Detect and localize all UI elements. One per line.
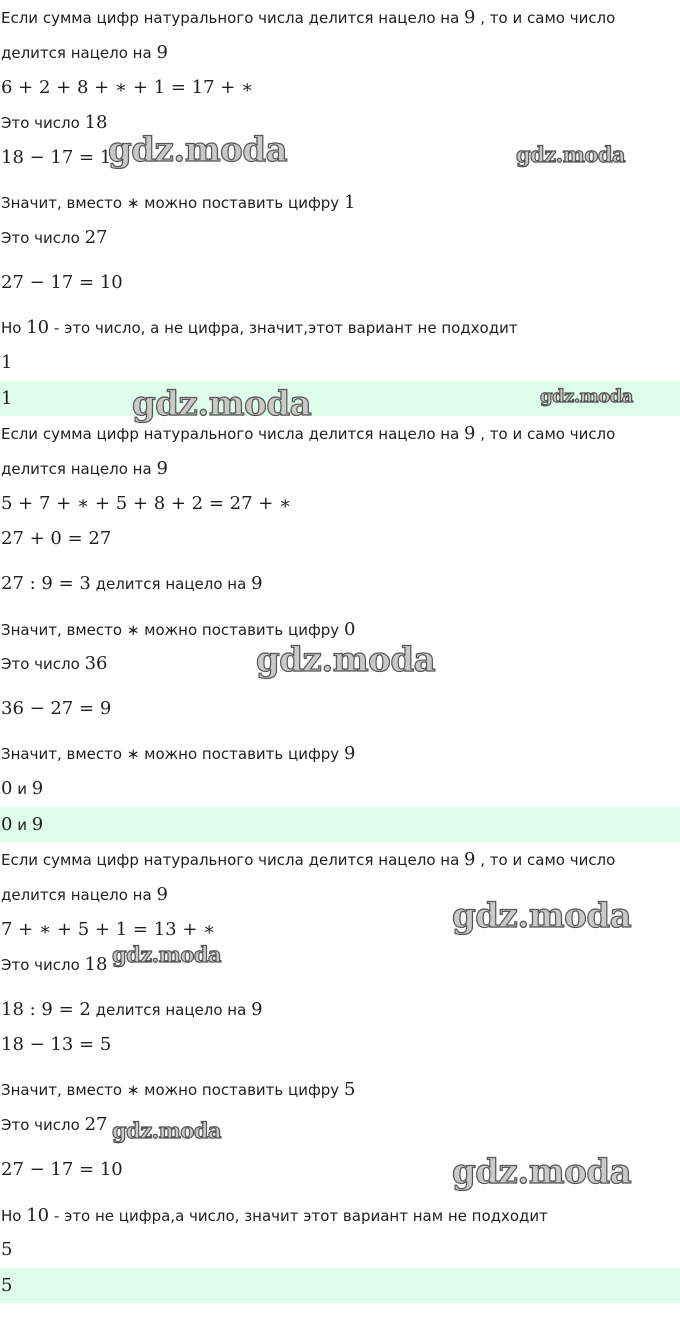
divisibility-check: 27 : 9 = 3 делится нацело на 9 [1, 573, 263, 594]
result: 1 [1, 352, 13, 373]
digit-sum-equation: 7 + ∗ + 5 + 1 = 13 + ∗ [1, 919, 216, 940]
conclusion: Значит, вместо ∗ можно поставить цифру 5 [1, 1079, 356, 1100]
digit-sum-equation: 6 + 2 + 8 + ∗ + 1 = 17 + ∗ [1, 77, 254, 98]
watermark-logo: gdz.moda [516, 142, 626, 167]
watermark-logo: gdz.moda [132, 384, 312, 424]
result: 5 [1, 1239, 13, 1260]
case-label: Это число 27 [1, 1114, 108, 1135]
watermark-logo: gdz.moda [256, 640, 436, 680]
rule-line: Если сумма цифр натурального числа делится нацело на 9 , то и само число [1, 423, 616, 444]
rule-line-continued: делится нацело на 9 [1, 884, 168, 905]
conclusion: Значит, вместо ∗ можно поставить цифру 0 [1, 619, 356, 640]
rule-line: Если сумма цифр натурального числа делится нацело на 9 , то и само число [1, 849, 616, 870]
answer-box: 1 [0, 381, 680, 416]
case-label: Это число 27 [1, 227, 108, 248]
rule-line: Если сумма цифр натурального числа делится нацело на 9 , то и само число [1, 7, 616, 28]
case-equation: 27 − 17 = 10 [1, 272, 123, 293]
digit-sum-equation: 5 + 7 + ∗ + 5 + 8 + 2 = 27 + ∗ [1, 493, 292, 514]
rejection-note: Но 10 - это не цифра,а число, значит этот вариант нам не подходит [1, 1205, 548, 1226]
case-equation: 36 − 27 = 9 [1, 698, 112, 719]
result: 0 и 9 [1, 778, 44, 799]
case-label: Это число 36 [1, 653, 108, 674]
rejection-note: Но 10 - это число, а не цифра, значит,этот вариант не подходит [1, 317, 518, 338]
case-label: Это число 18 [1, 112, 108, 133]
case-equation: 18 − 17 = 1 [1, 147, 112, 168]
watermark-logo: gdz.moda [112, 942, 222, 967]
divisibility-check: 18 : 9 = 2 делится нацело на 9 [1, 999, 263, 1020]
watermark-logo: gdz.moda [452, 896, 632, 936]
rule-line-continued: делится нацело на 9 [1, 458, 168, 479]
case-equation: 27 + 0 = 27 [1, 528, 112, 549]
case-label: Это число 18 [1, 954, 108, 975]
watermark-logo: gdz.moda [540, 386, 633, 407]
watermark-logo: gdz.moda [112, 1118, 222, 1143]
watermark-logo: gdz.moda [108, 130, 288, 170]
answer-box: 0 и 9 [0, 807, 680, 842]
conclusion: Значит, вместо ∗ можно поставить цифру 1 [1, 192, 356, 213]
conclusion: Значит, вместо ∗ можно поставить цифру 9 [1, 743, 356, 764]
case-equation: 27 − 17 = 10 [1, 1159, 123, 1180]
rule-line-continued: делится нацело на 9 [1, 42, 168, 63]
answer-box: 5 [0, 1268, 680, 1303]
case-equation: 18 − 13 = 5 [1, 1034, 112, 1055]
watermark-logo: gdz.moda [452, 1152, 632, 1192]
